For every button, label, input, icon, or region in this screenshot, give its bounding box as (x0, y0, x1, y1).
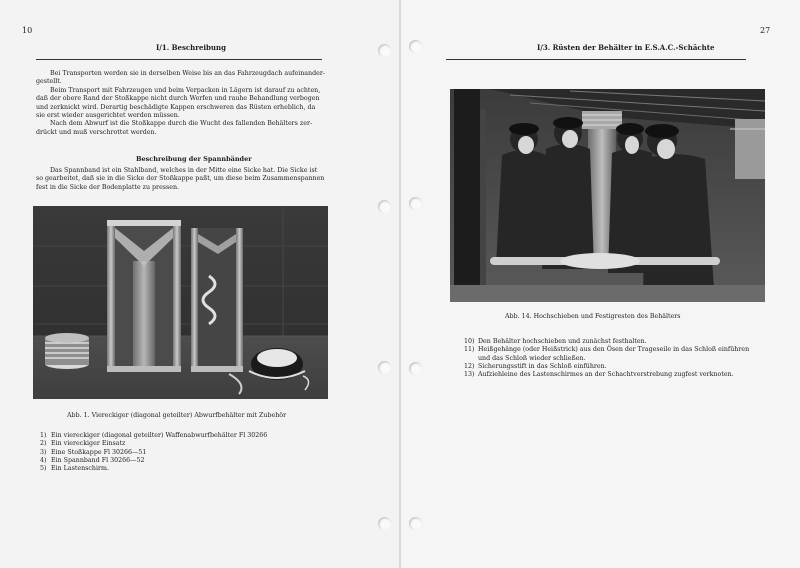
text-line: drückt und muß verschrottet werden. (36, 128, 157, 136)
item-number: 12) (464, 362, 475, 370)
text-line: und zerknickt wird. Derartig beschädigte Kappen erschweren das Rüsten erheblich, da (36, 103, 316, 111)
list-item (464, 338, 749, 346)
item-number: 2) (40, 440, 47, 448)
item-text: Ein Lastenschirm. (51, 465, 109, 473)
list-item (40, 432, 267, 440)
list-item (464, 363, 749, 371)
header-rule-right (446, 59, 746, 60)
containers-photo-illustration (33, 206, 328, 399)
binder-hole (378, 200, 391, 213)
text-line: so gearbeitet, daß sie in die Sicke der Stoßkappe paßt, um diese beim Zusammenspannen (36, 175, 325, 183)
text-line: Das Spannband ist ein Stahlband, welches in der Mitte eine Sicke hat. Die Sicke ist (50, 167, 318, 174)
running-head-left: I/1. Beschreibung (156, 43, 227, 52)
list-item (464, 346, 749, 354)
text-line: gestellt. (36, 78, 62, 86)
page-number-right: 27 (760, 26, 771, 35)
list-item (40, 465, 267, 473)
figure-1-caption: Abb. 1. Viereckiger (diagonal geteilter) Abwurfbehälter mit Zubehör (67, 412, 287, 419)
intro-paragraph (36, 70, 325, 137)
list-item (40, 449, 267, 457)
list-item (464, 355, 749, 363)
items-list-left (40, 432, 267, 473)
binder-hole (378, 361, 391, 374)
item-text: Sicherungsstift in das Schloß einführen. (478, 362, 607, 370)
item-number: 11) (464, 346, 475, 354)
figure-1-photo (33, 206, 328, 399)
list-item (40, 457, 267, 465)
item-text: Eine Stoßkappe Fl 30266—51 (51, 448, 147, 456)
list-item (464, 371, 749, 379)
text-line: Beim Transport mit Fahrzeugen und beim Verpacken in Lägern ist darauf zu achten, (50, 86, 321, 94)
item-text: Heißgehänge (oder Heißstrick) aus den Ösen der Trageseile in das Schloß einführen (478, 346, 750, 354)
item-number: 4) (40, 456, 47, 464)
item-text: Ein viereckiger (diagonal geteilter) Waffenabwurfbehälter Fl 30266 (51, 432, 268, 439)
item-text: und das Schloß wieder schließen. (478, 354, 586, 362)
header-rule-left (36, 59, 322, 60)
text-line: Nach dem Abwurf ist die Stoßkappe durch die Wucht des fallenden Behälters zer- (50, 120, 313, 128)
right-page (401, 0, 800, 568)
left-page (0, 0, 399, 568)
text-line: sie erst wieder ausgerichtet werden müssen. (36, 112, 180, 120)
item-text: Den Behälter hochschieben und zunächst festhalten. (478, 338, 647, 345)
item-number: 1) (40, 432, 47, 439)
figure-14-photo (450, 89, 765, 302)
item-number: 3) (40, 448, 47, 456)
binder-hole (409, 197, 422, 210)
running-head-right: I/3. Rüsten der Behälter in E.S.A.C.-Schächte (537, 43, 715, 52)
soldiers-photo-illustration (450, 89, 765, 302)
item-text: Aufziehleine des Lastenschirmes an der Schachtverstrebung zugfest verknoten. (478, 371, 734, 379)
binder-hole (409, 517, 422, 530)
list-item (40, 440, 267, 448)
text-line: fest in die Sicke der Bodenplatte zu pressen. (36, 183, 180, 191)
items-list-right (464, 338, 749, 379)
item-number: 10) (464, 338, 475, 345)
figure-14-caption: Abb. 14. Hochschieben und Festigresten des Behälters (505, 313, 681, 320)
section-paragraph (36, 167, 324, 192)
item-text: Ein viereckiger Einsatz (51, 440, 126, 448)
item-text: Ein Spannband Fl 30266—52 (51, 456, 145, 464)
text-line: Bei Transporten werden sie in derselben Weise bis an das Fahrzeugdach aufeinander- (50, 70, 325, 77)
page-number-left: 10 (22, 26, 33, 35)
item-number: 13) (464, 371, 475, 379)
binder-hole (378, 44, 391, 57)
section-heading: Beschreibung der Spannbänder (136, 155, 252, 163)
binder-hole (378, 517, 391, 530)
text-line: daß der obere Rand der Stoßkappe nicht durch Werfen und rauhe Behandlung verbogen (36, 95, 320, 103)
binder-hole (409, 362, 422, 375)
item-number: 5) (40, 465, 47, 473)
binder-hole (409, 40, 422, 53)
